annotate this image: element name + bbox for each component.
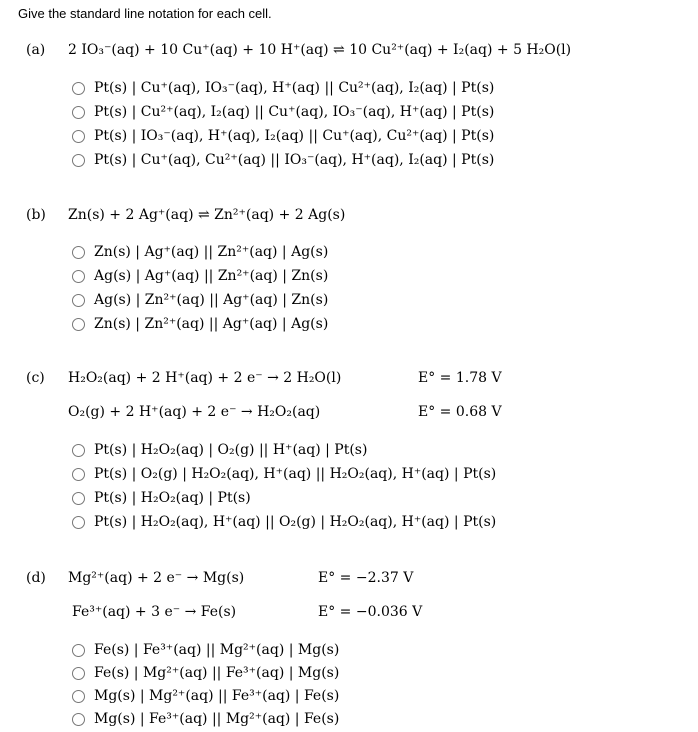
radio-button[interactable]: [72, 106, 85, 119]
radio-button[interactable]: [72, 690, 85, 703]
question-c-option-1[interactable]: Pt(s) | H₂O₂(aq) | O₂(g) || H⁺(aq) | Pt(s): [72, 442, 367, 458]
radio-button[interactable]: [72, 82, 85, 95]
question-b-option-4[interactable]: Zn(s) | Zn²⁺(aq) || Ag⁺(aq) | Ag(s): [72, 316, 328, 332]
question-c-option-3[interactable]: Pt(s) | H₂O₂(aq) | Pt(s): [72, 490, 251, 506]
question-d-option-2[interactable]: Fe(s) | Mg²⁺(aq) || Fe³⁺(aq) | Mg(s): [72, 665, 339, 681]
radio-button[interactable]: [72, 667, 85, 680]
question-b-reaction: Zn(s) + 2 Ag⁺(aq) ⇌ Zn²⁺(aq) + 2 Ag(s): [68, 207, 346, 223]
radio-button[interactable]: [72, 246, 85, 259]
question-b-option-2[interactable]: Ag(s) | Ag⁺(aq) || Zn²⁺(aq) | Zn(s): [72, 268, 328, 284]
radio-button[interactable]: [72, 318, 85, 331]
question-d-reaction-2: Fe³⁺(aq) + 3 e⁻ → Fe(s): [72, 604, 237, 620]
question-a-reaction: 2 IO₃⁻(aq) + 10 Cu⁺(aq) + 10 H⁺(aq) ⇌ 10 Cu²⁺(aq) + I₂(aq) + 5 H₂O(l): [68, 42, 572, 58]
radio-button[interactable]: [72, 713, 85, 726]
question-d-e0-1: E° = −2.37 V: [318, 570, 414, 586]
radio-button[interactable]: [72, 270, 85, 283]
question-a-option-4[interactable]: Pt(s) | Cu⁺(aq), Cu²⁺(aq) || IO₃⁻(aq), H⁺(aq), I₂(aq) | Pt(s): [72, 152, 494, 168]
question-c-option-2[interactable]: Pt(s) | O₂(g) | H₂O₂(aq), H⁺(aq) || H₂O₂(aq), H⁺(aq) | Pt(s): [72, 466, 496, 482]
radio-button[interactable]: [72, 130, 85, 143]
question-a-option-1[interactable]: Pt(s) | Cu⁺(aq), IO₃⁻(aq), H⁺(aq) || Cu²⁺(aq), I₂(aq) | Pt(s): [72, 80, 494, 96]
question-c-e0-2: E° = 0.68 V: [418, 404, 502, 420]
question-c-reaction-1: H₂O₂(aq) + 2 H⁺(aq) + 2 e⁻ → 2 H₂O(l): [68, 370, 342, 386]
question-a-option-2[interactable]: Pt(s) | Cu²⁺(aq), I₂(aq) || Cu⁺(aq), IO₃⁻(aq), H⁺(aq) | Pt(s): [72, 104, 494, 120]
radio-button[interactable]: [72, 492, 85, 505]
question-b-option-1[interactable]: Zn(s) | Ag⁺(aq) || Zn²⁺(aq) | Ag(s): [72, 244, 328, 260]
question-d-label: (d): [26, 570, 46, 586]
question-a-option-3[interactable]: Pt(s) | IO₃⁻(aq), H⁺(aq), I₂(aq) || Cu⁺(aq), Cu²⁺(aq) | Pt(s): [72, 128, 494, 144]
question-d-option-3[interactable]: Mg(s) | Mg²⁺(aq) || Fe³⁺(aq) | Fe(s): [72, 688, 339, 704]
question-a-label: (a): [26, 42, 46, 58]
question-b-label: (b): [26, 207, 46, 223]
radio-button[interactable]: [72, 516, 85, 529]
question-d-e0-2: E° = −0.036 V: [318, 604, 423, 620]
question-c-option-4[interactable]: Pt(s) | H₂O₂(aq), H⁺(aq) || O₂(g) | H₂O₂(aq), H⁺(aq) | Pt(s): [72, 514, 496, 530]
question-c-e0-1: E° = 1.78 V: [418, 370, 502, 386]
question-d-option-4[interactable]: Mg(s) | Fe³⁺(aq) || Mg²⁺(aq) | Fe(s): [72, 711, 339, 727]
instruction-text: Give the standard line notation for each cell.: [18, 6, 272, 21]
radio-button[interactable]: [72, 644, 85, 657]
radio-button[interactable]: [72, 154, 85, 167]
question-d-reaction-1: Mg²⁺(aq) + 2 e⁻ → Mg(s): [68, 570, 245, 586]
question-c-reaction-2: O₂(g) + 2 H⁺(aq) + 2 e⁻ → H₂O₂(aq): [68, 404, 321, 420]
radio-button[interactable]: [72, 294, 85, 307]
radio-button[interactable]: [72, 468, 85, 481]
question-b-option-3[interactable]: Ag(s) | Zn²⁺(aq) || Ag⁺(aq) | Zn(s): [72, 292, 328, 308]
radio-button[interactable]: [72, 444, 85, 457]
question-c-label: (c): [26, 370, 45, 386]
question-d-option-1[interactable]: Fe(s) | Fe³⁺(aq) || Mg²⁺(aq) | Mg(s): [72, 642, 339, 658]
